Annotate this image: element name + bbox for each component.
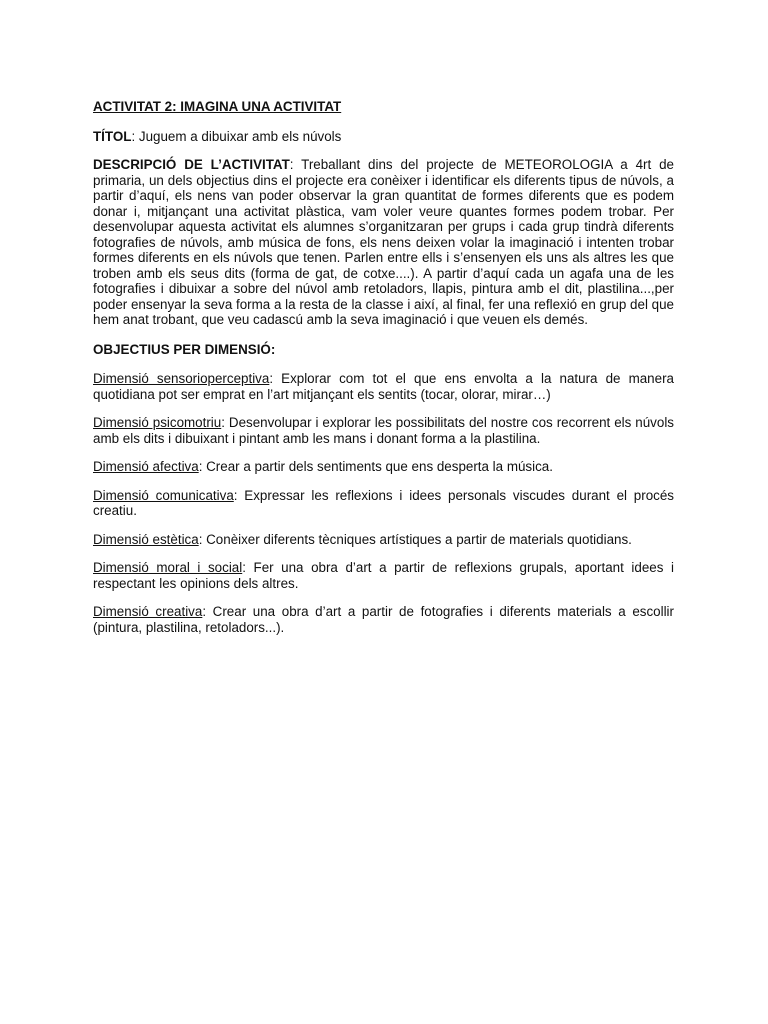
- dimension-text: : Expressar les reflexions i idees personals viscudes durant el procés creatiu.: [93, 487, 675, 518]
- dimension-label: Dimensió creativa: [93, 604, 203, 619]
- description-text: : Treballant dins del projecte de METEOROLOGIA a 4rt de primaria, un dels objectius dins el projecte era conèixer i identificar els diferents tipus de núvols, a partir d’aquí, els nens van poder observar la gran quantitat de formes diferents que es podem donar i, mitjançant una activitat plàstica, vam voler veure quantes formes podem trobar. Per desenvolupar aquesta activitat els alumnes s’organitzaran per grups i cada grup tindrà diferents fotografies de núvols, amb música de fons, els nens deixen volar la imaginació i intenten trobar formes diferents en els núvols que tenen. Parlen entre ells i s’ensenyen els uns als altres les que troben amb els seus dits (forma de gat, de cotxe....). A partir d’aquí cada un agafa una de les fotografies i dibuixar a sobre del núvol amb retoladors, llapis, pintura amb el dit, plastilina...,per poder ensenyar la seva forma a la resta de la classe i així, al final, fer una reflexió en grup del que hem anat trobant, que veu cadascú amb la seva imaginació i que veuen els demés.: [93, 157, 674, 327]
- dimension-text: : Crear una obra d’art a partir de fotografies i diferents materials a escollir (pintura, plastilina, retoladors...).: [93, 604, 674, 635]
- dimension-text: : Desenvolupar i explorar les possibilitats del nostre cos recorrent els núvols amb els dits i dibuixant i pintant amb les mans i donant forma a la plastilina.: [93, 415, 674, 446]
- dimension-label: Dimensió psicomotriu: [93, 415, 222, 430]
- dimension-text: : Conèixer diferents tècniques artístiques a partir de materials quotidians.: [198, 531, 632, 547]
- dimension-text: : Fer una obra d’art a partir de reflexions grupals, aportant idees i respectant les opinions dels altres.: [93, 560, 674, 591]
- title-line: [93, 129, 674, 145]
- document-page: [93, 99, 674, 648]
- dimension-label: Dimensió moral i social: [93, 560, 243, 575]
- description-paragraph: [93, 157, 674, 328]
- objectives-title: OBJECTIUS PER DIMENSIÓ:: [93, 341, 276, 357]
- dimension-paragraph: [93, 415, 674, 446]
- document-heading: ACTIVITAT 2: IMAGINA UNA ACTIVITAT: [93, 99, 342, 114]
- dimension-label: Dimensió sensorioperceptiva: [93, 371, 270, 386]
- dimension-text: : Explorar com tot el que ens envolta a la natura de manera quotidiana pot ser emprat en l’art mitjançant els sentits (tocar, olorar, mirar…): [93, 371, 674, 402]
- dimension-label: Dimensió afectiva: [93, 459, 199, 474]
- dimension-label: Dimensió comunicativa: [93, 487, 234, 503]
- dimension-text: : Crear a partir dels sentiments que ens desperta la música.: [198, 459, 553, 474]
- dimension-paragraph: [93, 371, 674, 402]
- dimension-paragraph: [93, 488, 674, 519]
- dimension-paragraph: [93, 532, 674, 548]
- dimension-paragraph: [93, 604, 674, 635]
- dimension-paragraph: [93, 560, 674, 591]
- dimension-paragraph: [93, 459, 674, 475]
- description-label: DESCRIPCIÓ DE L’ACTIVITAT: [93, 157, 290, 172]
- title-text: : Juguem a dibuixar amb els núvols: [131, 128, 342, 144]
- dimension-label: Dimensió estètica: [93, 531, 199, 547]
- title-label: TÍTOL: [93, 128, 132, 144]
